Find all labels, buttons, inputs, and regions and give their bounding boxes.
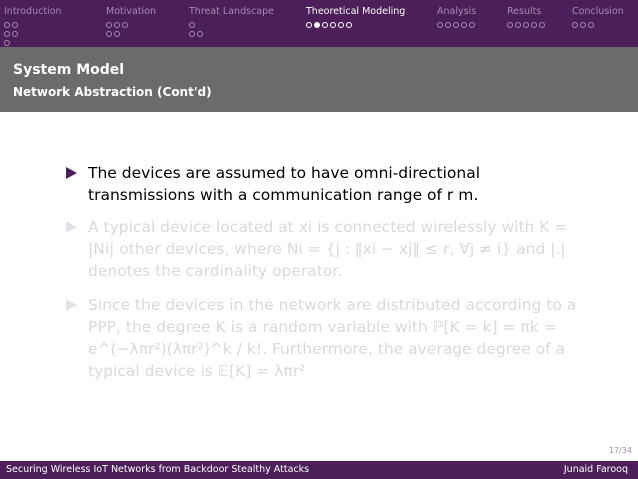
nav-dot[interactable] [4,31,10,37]
frame-subtitle: Network Abstraction (Cont'd) [13,85,212,99]
nav-section-motivation[interactable]: Motivation [106,6,157,17]
nav-section-threat-landscape[interactable]: Threat Landscape [189,6,274,17]
footer-presentation-title: Securing Wireless IoT Networks from Backdoor Stealthy Attacks [6,464,310,475]
bullet-triangle-icon [66,221,77,233]
frame-title-bar [0,47,638,112]
nav-dot[interactable] [531,22,537,28]
nav-section-introduction[interactable]: Introduction [4,6,62,17]
nav-dot[interactable] [453,22,459,28]
nav-dot[interactable] [106,22,112,28]
footer-bar [0,461,638,479]
nav-dot[interactable] [114,22,120,28]
nav-dot[interactable] [461,22,467,28]
nav-dot[interactable] [469,22,475,28]
frame-title: System Model [13,62,125,78]
nav-section-theoretical-modeling[interactable]: Theoretical Modeling [306,6,406,17]
nav-dot[interactable] [437,22,443,28]
nav-section-conclusion[interactable]: Conclusion [572,6,624,17]
bullet-text-1: The devices are assumed to have omni-directional transmissions with a communication range of r m. [88,164,481,204]
nav-dot[interactable] [445,22,451,28]
nav-section-results[interactable]: Results [507,6,542,17]
nav-dot[interactable] [106,31,112,37]
nav-dot[interactable] [539,22,545,28]
nav-dot[interactable] [4,22,10,28]
nav-dot[interactable] [330,22,336,28]
bullet-triangle-icon [66,167,77,179]
nav-dot[interactable] [306,22,312,28]
bullet-text-3: Since the devices in the network are distributed according to a PPP, the degree K is a random variable with ℙ[K = k] = πk = e^(−λπr²)(λπr²)^k / k!. Furthermore, the average degree of a typical device is 𝔼[K] = λπr² [88,296,577,380]
nav-dot[interactable] [572,22,578,28]
footer-author: Junaid Farooq [563,464,628,475]
nav-dot[interactable] [122,22,128,28]
nav-dot[interactable] [346,22,352,28]
nav-dot[interactable] [114,31,120,37]
nav-dot[interactable] [515,22,521,28]
nav-dot[interactable] [189,31,195,37]
nav-dot[interactable] [523,22,529,28]
bullet-text-2: A typical device located at xi is connected wirelessly with K = |Ni| other devices, where Ni = {j : ‖xi − xj‖ ≤ r, ∀j ≠ i} and |.| denotes the cardinality operator. [88,218,568,280]
nav-dot[interactable] [507,22,513,28]
page-number: 17/34 [608,446,632,455]
nav-section-analysis[interactable]: Analysis [437,6,477,17]
section-navigation-bar [0,0,638,47]
nav-dot[interactable] [12,22,18,28]
nav-dot[interactable] [580,22,586,28]
nav-dot[interactable] [322,22,328,28]
bullet-triangle-icon [66,299,77,311]
nav-dot[interactable] [314,22,320,28]
nav-dot[interactable] [588,22,594,28]
nav-dot[interactable] [189,22,195,28]
nav-dot[interactable] [338,22,344,28]
nav-dot[interactable] [4,40,10,46]
nav-dot[interactable] [197,31,203,37]
nav-dot[interactable] [12,31,18,37]
